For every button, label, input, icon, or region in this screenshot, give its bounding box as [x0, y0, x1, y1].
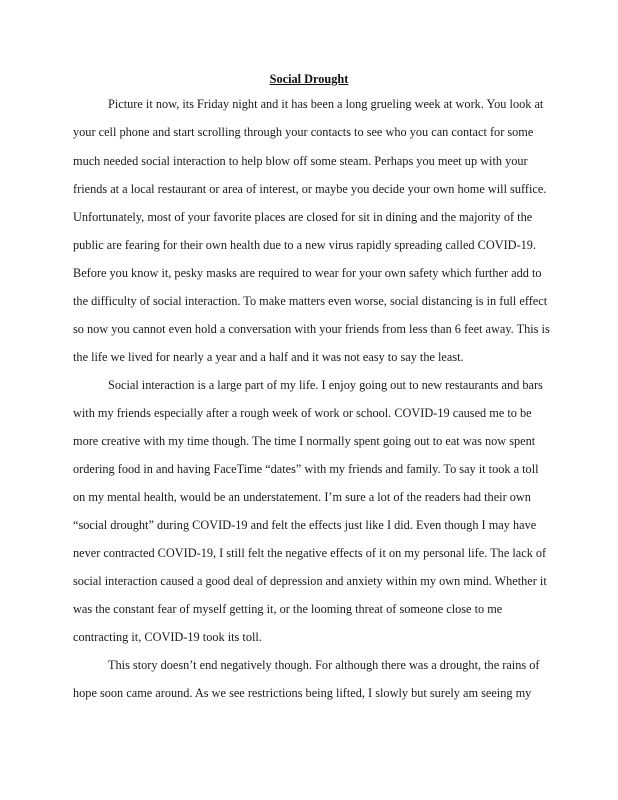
body-line: the life we lived for nearly a year and a half and it was not easy to say the least.: [73, 350, 464, 364]
body-line: Before you know it, pesky masks are required to wear for your own safety which further add to: [73, 266, 542, 280]
body-line: public are fearing for their own health due to a new virus rapidly spreading called COVID-19.: [73, 238, 537, 252]
body-line: hope soon came around. As we see restrictions being lifted, I slowly but surely am seeing my: [73, 686, 532, 700]
body-line: social interaction caused a good deal of depression and anxiety within my own mind. Whether it: [73, 574, 547, 588]
body-line: Unfortunately, most of your favorite places are closed for sit in dining and the majority of the: [73, 210, 533, 224]
body-line: “social drought” during COVID-19 and felt the effects just like I did. Even though I may have: [73, 518, 537, 532]
body-line: on my mental health, would be an understatement. I’m sure a lot of the readers had their own: [73, 490, 531, 504]
document-title: Social Drought: [269, 72, 349, 86]
body-line: friends at a local restaurant or area of interest, or maybe you decide your own home will suffice.: [73, 182, 547, 196]
body-line: with my friends especially after a rough week of work or school. COVID-19 caused me to be: [73, 406, 532, 420]
body-line: ordering food in and having FaceTime “dates” with my friends and family. To say it took a toll: [73, 462, 539, 476]
body-line: more creative with my time though. The time I normally spent going out to eat was now spent: [73, 434, 536, 448]
body-line: This story doesn’t end negatively though. For although there was a drought, the rains of: [108, 658, 540, 672]
body-line: Social interaction is a large part of my life. I enjoy going out to new restaurants and bars: [108, 378, 543, 392]
body-line: the difficulty of social interaction. To make matters even worse, social distancing is in full effect: [73, 294, 548, 308]
body-line: Picture it now, its Friday night and it has been a long grueling week at work. You look at: [108, 97, 544, 111]
body-line: your cell phone and start scrolling through your contacts to see who you can contact for some: [73, 125, 534, 139]
body-line: contracting it, COVID-19 took its toll.: [73, 630, 262, 644]
body-line: so now you cannot even hold a conversation with your friends from less than 6 feet away. This is: [73, 322, 550, 336]
body-line: was the constant fear of myself getting it, or the looming threat of someone close to me: [73, 602, 503, 616]
body-line: much needed social interaction to help blow off some steam. Perhaps you meet up with your: [73, 154, 528, 168]
body-line: never contracted COVID-19, I still felt the negative effects of it on my personal life. The lack of: [73, 546, 547, 560]
